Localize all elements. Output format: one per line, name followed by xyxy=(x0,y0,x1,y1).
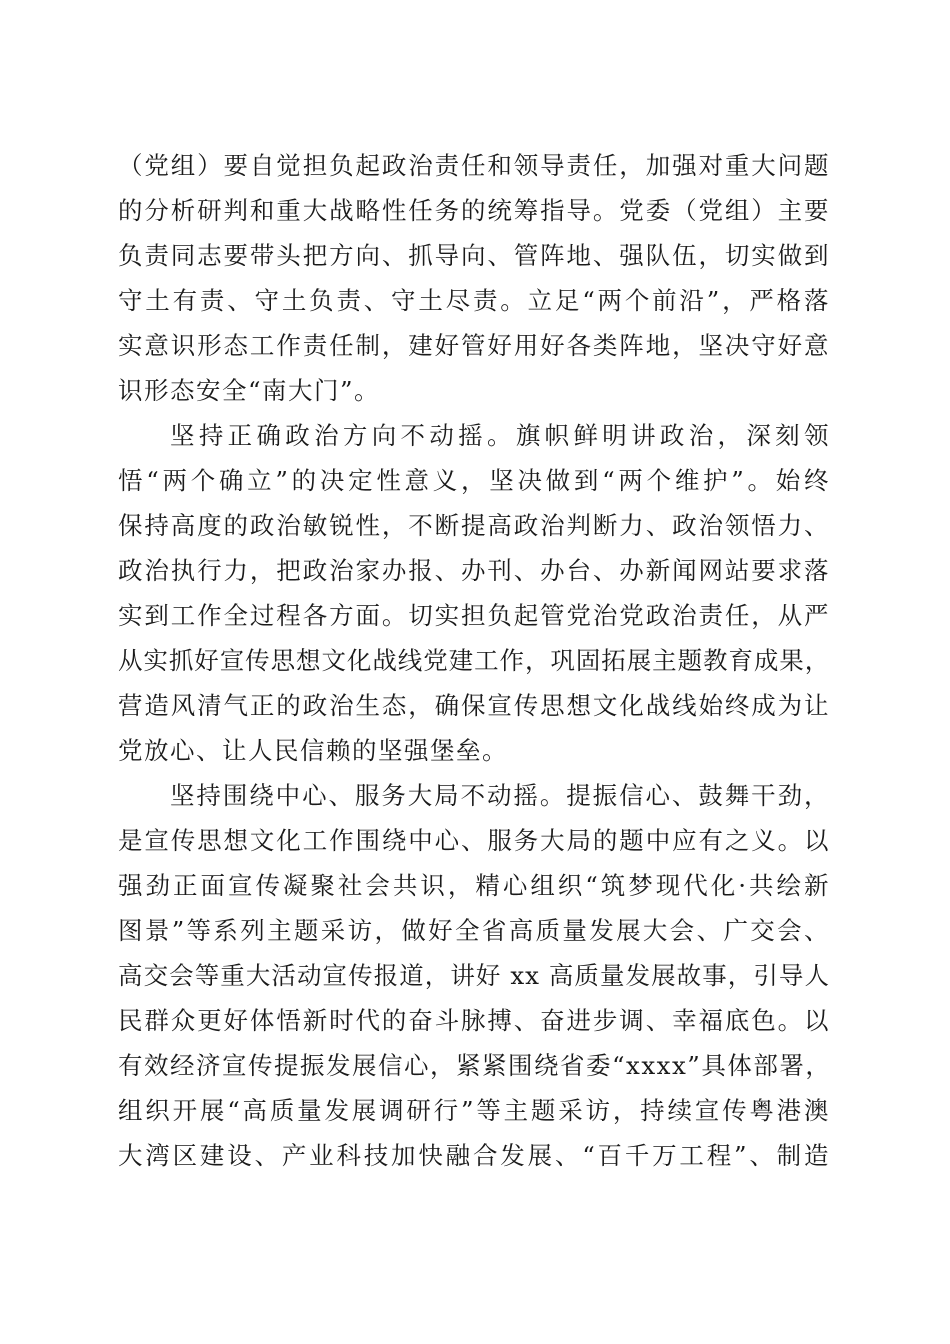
text-line: 强劲正面宣传凝聚社会共识，精心组织“筑梦现代化·共绘新 xyxy=(118,871,830,900)
text-line: 党放心、让人民信赖的坚强堡垒。 xyxy=(118,736,508,765)
text-line: 守土有责、守土负责、守土尽责。立足“两个前沿”，严格落 xyxy=(118,286,830,315)
paragraph-3 xyxy=(118,773,830,1178)
text-line: 从实抓好宣传思想文化战线党建工作，巩固拓展主题教育成果， xyxy=(118,646,830,675)
text-line: 保持高度的政治敏锐性，不断提高政治判断力、政治领悟力、 xyxy=(118,511,830,540)
text-line: 坚持正确政治方向不动摇。旗帜鲜明讲政治，深刻领 xyxy=(170,421,830,450)
document-body xyxy=(118,143,830,1178)
text-line: 识形态安全“南大门”。 xyxy=(118,376,381,405)
text-line: 坚持围绕中心、服务大局不动摇。提振信心、鼓舞干劲， xyxy=(170,781,830,810)
text-line: 政治执行力，把政治家办报、办刊、办台、办新闻网站要求落 xyxy=(118,556,830,585)
text-line: 民群众更好体悟新时代的奋斗脉搏、奋进步调、幸福底色。以 xyxy=(118,1006,830,1035)
text-line: 是宣传思想文化工作围绕中心、服务大局的题中应有之义。以 xyxy=(118,826,830,855)
text-line: 悟“两个确立”的决定性意义，坚决做到“两个维护”。始终 xyxy=(118,466,830,495)
text-line: （党组）要自觉担负起政治责任和领导责任，加强对重大问题 xyxy=(118,151,830,180)
text-line: 负责同志要带头把方向、抓导向、管阵地、强队伍，切实做到 xyxy=(118,241,830,270)
text-line: 实意识形态工作责任制，建好管好用好各类阵地，坚决守好意 xyxy=(118,331,830,360)
text-line: 大湾区建设、产业科技加快融合发展、“百千万工程”、制造 xyxy=(118,1141,830,1170)
text-line: 图景”等系列主题采访，做好全省高质量发展大会、广交会、 xyxy=(118,916,830,945)
text-line: 的分析研判和重大战略性任务的统筹指导。党委（党组）主要 xyxy=(118,196,830,225)
text-line: 有效经济宣传提振发展信心，紧紧围绕省委“xxxx”具体部署， xyxy=(118,1051,832,1080)
text-line: 高交会等重大活动宣传报道，讲好 xx 高质量发展故事，引导人 xyxy=(118,961,830,990)
paragraph-2 xyxy=(118,413,830,773)
text-line: 组织开展“高质量发展调研行”等主题采访，持续宣传粤港澳 xyxy=(118,1096,830,1125)
paragraph-1 xyxy=(118,143,830,413)
text-line: 营造风清气正的政治生态，确保宣传思想文化战线始终成为让 xyxy=(118,691,830,720)
text-line: 实到工作全过程各方面。切实担负起管党治党政治责任，从严 xyxy=(118,601,830,630)
